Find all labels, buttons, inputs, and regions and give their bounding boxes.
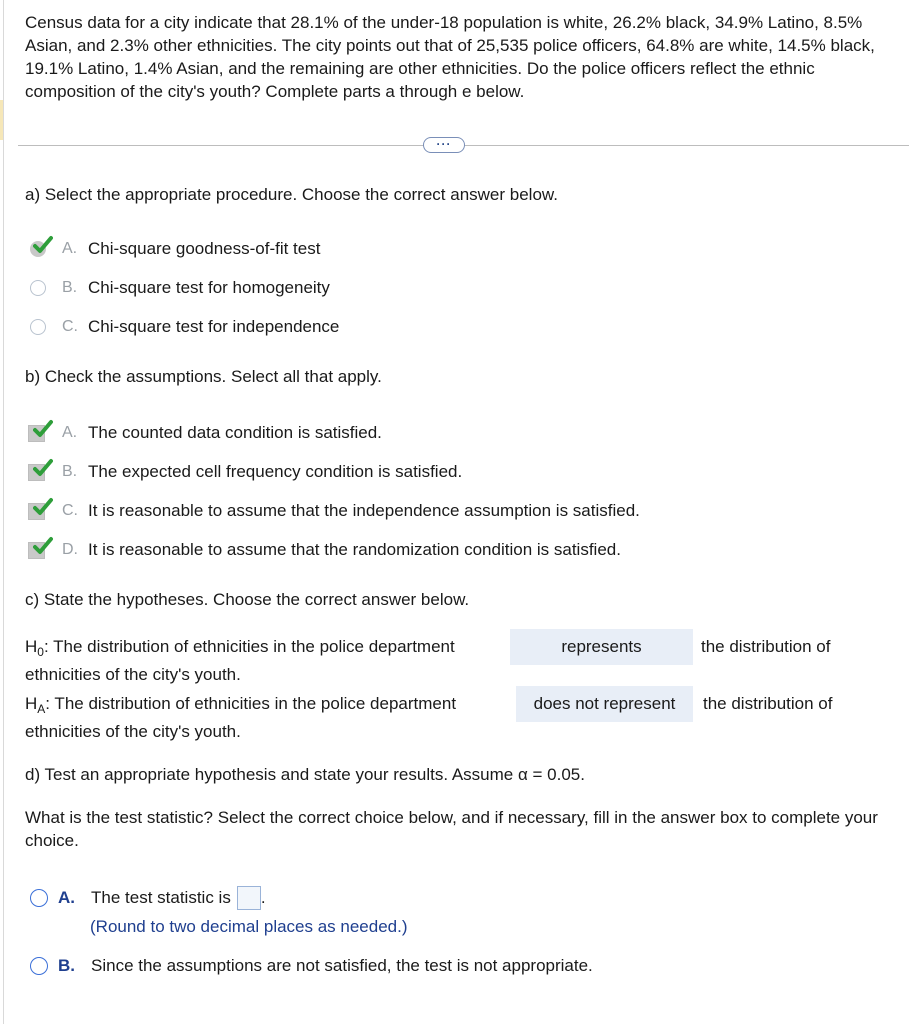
ha-subscript: A — [37, 702, 46, 716]
h0-label: H — [25, 637, 38, 656]
h0-subscript: 0 — [37, 645, 44, 659]
option-letter: C. — [62, 502, 78, 519]
checkmark-icon — [33, 235, 53, 255]
ha-answer-dropdown[interactable]: does not represent — [516, 686, 693, 722]
option-text: It is reasonable to assume that the randomization condition is satisfied. — [88, 540, 621, 559]
part-d-prompt: What is the test statistic? Select the correct choice below, and if necessary, fill in the answer box to complete your choice. — [25, 808, 878, 850]
part-d-title: d) Test an appropriate hypothesis and state your results. Assume α = 0.05. — [25, 765, 585, 784]
option-text: The expected cell frequency condition is satisfied. — [88, 462, 463, 481]
left-border — [3, 0, 4, 1024]
option-text: The counted data condition is satisfied. — [88, 423, 382, 442]
radio-button[interactable] — [30, 280, 46, 296]
ha-prefix: : The distribution of ethnicities in the police department — [45, 694, 457, 713]
ha-line1 — [25, 694, 456, 714]
option-text: It is reasonable to assume that the independence assumption is satisfied. — [88, 501, 640, 520]
choice-letter: B. — [58, 956, 75, 975]
checkmark-icon — [33, 497, 53, 517]
option-text: Chi-square test for homogeneity — [88, 278, 330, 297]
left-accent-bar — [0, 100, 3, 140]
option-letter: B. — [62, 279, 78, 296]
option-text: Chi-square test for independence — [88, 317, 340, 336]
part-b-option-a[interactable] — [28, 421, 382, 445]
h0-prefix: : The distribution of ethnicities in the police department — [43, 637, 455, 656]
ha-label: H — [25, 694, 38, 713]
test-statistic-input[interactable] — [237, 886, 261, 910]
part-a-option-c[interactable] — [28, 315, 339, 339]
h0-suffix: the distribution of — [701, 637, 831, 656]
option-letter: B. — [62, 463, 78, 480]
choice-after: . — [260, 888, 266, 907]
part-b-title: b) Check the assumptions. Select all that apply. — [25, 367, 382, 386]
rounding-hint: (Round to two decimal places as needed.) — [90, 917, 408, 936]
choice-text: Since the assumptions are not satisfied, the test is not appropriate. — [91, 956, 593, 975]
checkmark-icon — [33, 458, 53, 478]
part-a-option-b[interactable] — [28, 276, 330, 300]
radio-button[interactable] — [30, 957, 48, 975]
part-c-title: c) State the hypotheses. Choose the correct answer below. — [25, 590, 470, 609]
option-letter: A. — [62, 240, 78, 257]
ha-line2: ethnicities of the city's youth. — [25, 722, 241, 741]
part-a-option-a[interactable] — [28, 237, 320, 261]
option-text: Chi-square goodness-of-fit test — [88, 239, 321, 258]
part-b-option-d[interactable] — [28, 538, 621, 562]
radio-button[interactable] — [30, 319, 46, 335]
h0-line2: ethnicities of the city's youth. — [25, 665, 241, 684]
part-b-option-c[interactable] — [28, 499, 640, 523]
question-text: Census data for a city indicate that 28.1% of the under-18 population is white, 26.2% black, 34.9% Latino, 8.5% Asian, and 2.3% other ethnicities. The city points out that of 25,535 police officers, 64.8% are white, 14.5% black, 19.1% Latino, 1.4% Asian, and the remaining are other ethnicities. Do the police officers reflect the ethnic composition of the city's youth? Complete parts a through e below. — [25, 13, 875, 101]
part-d-choice-b[interactable] — [30, 954, 593, 978]
option-letter: A. — [62, 424, 78, 441]
ha-suffix: the distribution of — [703, 694, 833, 713]
h0-answer-dropdown[interactable]: represents — [510, 629, 693, 665]
expand-more-button[interactable]: ··· — [423, 137, 465, 153]
part-a-title: a) Select the appropriate procedure. Choose the correct answer below. — [25, 185, 558, 204]
checkmark-icon — [33, 536, 53, 556]
choice-text: The test statistic is — [91, 888, 231, 907]
part-d-choice-a[interactable] — [30, 886, 266, 910]
h0-line1 — [25, 637, 455, 657]
choice-letter: A. — [58, 888, 75, 907]
option-letter: D. — [62, 541, 78, 558]
radio-button[interactable] — [30, 889, 48, 907]
part-b-option-b[interactable] — [28, 460, 462, 484]
checkmark-icon — [33, 419, 53, 439]
option-letter: C. — [62, 318, 78, 335]
